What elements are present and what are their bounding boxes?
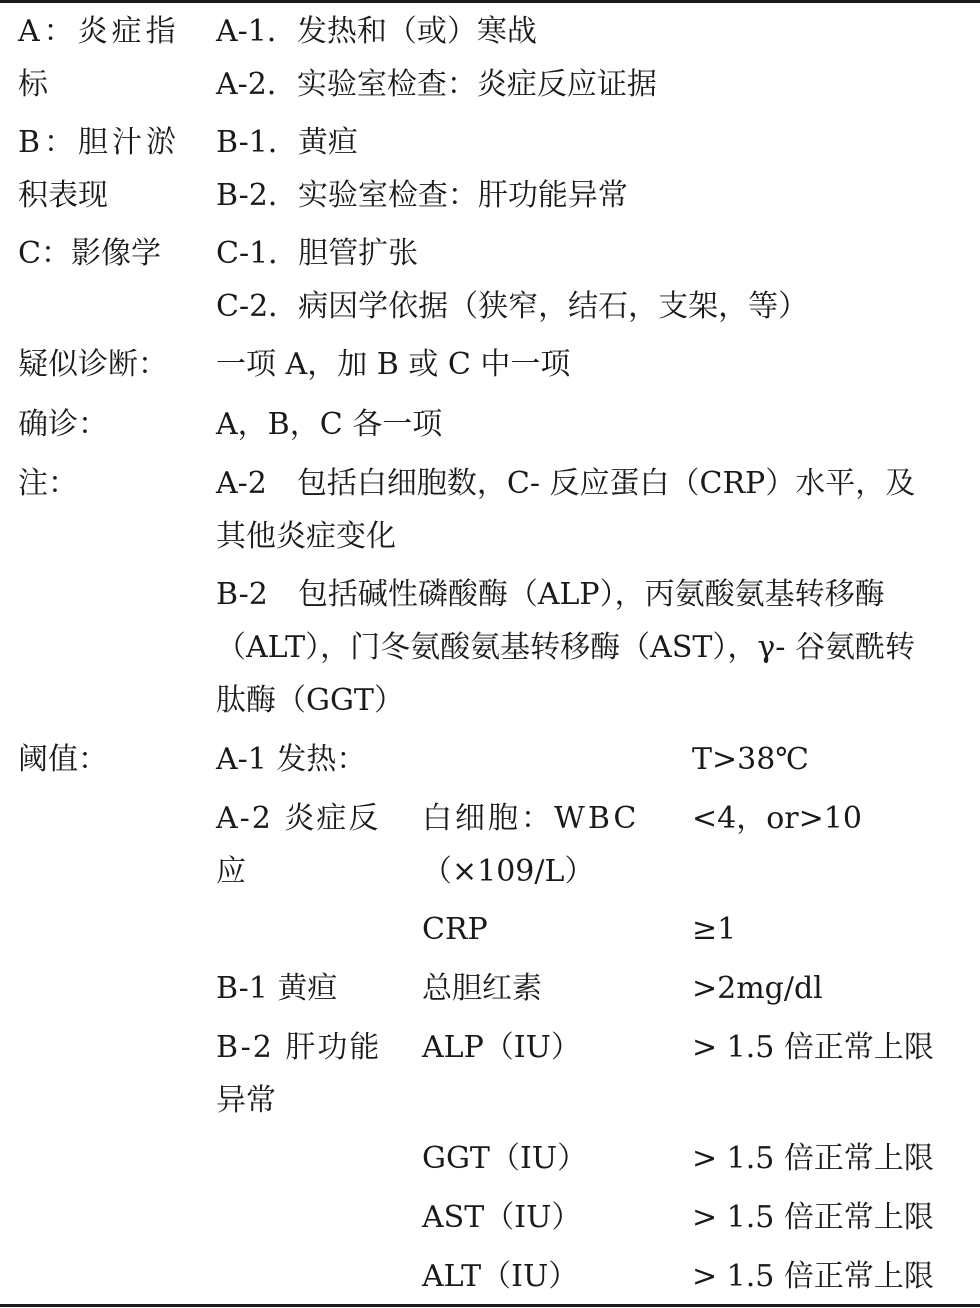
- threshold-ast-label: AST（IU）: [422, 1200, 582, 1235]
- note-a2-line1: A-2 包括白细胞数，C- 反应蛋白（CRP）水平，及: [216, 466, 916, 501]
- note-b2-line3: 肽酶（GGT）: [216, 683, 404, 718]
- threshold-alt-value: > 1.5 倍正常上限: [692, 1259, 934, 1294]
- row-b-item2: B-2．实验室检查：肝功能异常: [216, 178, 628, 213]
- threshold-alp-value: > 1.5 倍正常上限: [692, 1030, 934, 1065]
- threshold-a1-item: A-1 发热：: [216, 742, 367, 777]
- threshold-a1-value: T>38℃: [692, 742, 809, 777]
- threshold-bilirubin-label: 总胆红素: [422, 971, 542, 1006]
- threshold-alt-label: ALT（IU）: [422, 1259, 579, 1294]
- threshold-ggt-label: GGT（IU）: [422, 1141, 588, 1176]
- threshold-bilirubin-value: >2mg/dl: [692, 971, 823, 1006]
- row-b-label-line2: 积表现: [18, 178, 108, 213]
- confirmed-diagnosis-text: A，B，C 各一项: [216, 407, 443, 442]
- threshold-b1-item: B-1 黄疸: [216, 971, 338, 1006]
- threshold-alp-label: ALP（IU）: [422, 1030, 581, 1065]
- row-b-label-line1: B：胆汁淤: [18, 125, 181, 160]
- threshold-label: 阈值：: [18, 742, 108, 777]
- note-b2-line1: B-2 包括碱性磷酸酶（ALP），丙氨酸氨基转移酶: [216, 577, 885, 612]
- note-a2-line2: 其他炎症变化: [216, 519, 396, 554]
- threshold-a2-item-line2: 应: [216, 854, 246, 889]
- note-label: 注：: [18, 466, 78, 501]
- row-c-item2: C-2．病因学依据（狭窄，结石，支架，等）: [216, 289, 809, 324]
- row-c-label: C：影像学: [18, 236, 161, 271]
- threshold-wbc-line2: （×109/L）: [422, 854, 595, 889]
- threshold-b2-item-line2: 异常: [216, 1083, 276, 1118]
- row-a-label-line1: A：炎症指: [18, 14, 180, 49]
- threshold-b2-item-line1: B-2 肝功能: [216, 1030, 382, 1065]
- suspected-diagnosis-label: 疑似诊断：: [18, 347, 168, 382]
- threshold-wbc-line1: 白细胞：WBC: [422, 801, 640, 836]
- threshold-crp-label: CRP: [422, 912, 488, 947]
- table-top-rule: [0, 0, 980, 3]
- threshold-wbc-value: <4，or>10: [692, 801, 862, 836]
- row-a-item2: A-2．实验室检查：炎症反应证据: [216, 67, 657, 102]
- threshold-ggt-value: > 1.5 倍正常上限: [692, 1141, 934, 1176]
- note-b2-line2: （ALT），门冬氨酸氨基转移酶（AST），γ- 谷氨酰转: [216, 630, 915, 665]
- row-a-item1: A-1．发热和（或）寒战: [216, 14, 537, 49]
- table-bottom-rule: [0, 1304, 980, 1307]
- threshold-a2-item-line1: A-2 炎症反: [216, 801, 381, 836]
- row-c-item1: C-1．胆管扩张: [216, 236, 419, 271]
- threshold-ast-value: > 1.5 倍正常上限: [692, 1200, 934, 1235]
- row-b-item1: B-1．黄疸: [216, 125, 358, 160]
- threshold-crp-value: ≥1: [692, 912, 737, 947]
- row-a-label-line2: 标: [18, 67, 48, 102]
- suspected-diagnosis-text: 一项 A，加 B 或 C 中一项: [216, 347, 571, 382]
- confirmed-diagnosis-label: 确诊：: [18, 407, 108, 442]
